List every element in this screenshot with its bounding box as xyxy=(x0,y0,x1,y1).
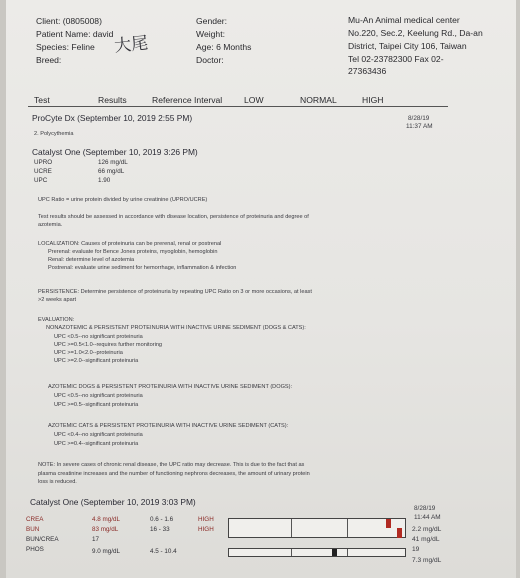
patient-name: Patient Name: david xyxy=(36,29,114,39)
buncrea-value: 17 xyxy=(92,536,100,543)
bun-name: BUN xyxy=(26,526,40,533)
persistence-line-2: >2 weeks apart xyxy=(38,297,77,303)
header-rule xyxy=(28,106,448,107)
col-normal: NORMAL xyxy=(300,95,337,105)
procyte-time: 11:37 AM xyxy=(406,123,433,130)
catalyst2-title: Catalyst One (September 10, 2019 3:03 PM) xyxy=(30,497,196,507)
azotemic-cats-1: UPC <0.4--no significant proteinuria xyxy=(54,432,143,438)
bun-flag: HIGH xyxy=(198,526,214,533)
col-test: Test xyxy=(34,95,50,105)
localization-prerenal: Prerenal: evaluate for Bence Jones proteins, myoglobin, hemoglobin xyxy=(48,249,218,255)
low-normal-divider xyxy=(291,549,292,556)
age: Age: 6 Months xyxy=(196,42,252,52)
note-line-1: NOTE: In severe cases of chronic renal disease, the UPC ratio may decrease. This is due to the fact that as xyxy=(38,462,305,468)
localization-renal: Renal: determine level of azotemia xyxy=(48,257,135,263)
bun-ref: 16 - 33 xyxy=(150,526,170,533)
nonazotemic-4: UPC >=2.0--significant proteinuria xyxy=(54,358,139,364)
azotemic-cats-2: UPC >=0.4--significant proteinuria xyxy=(54,441,139,447)
nonazotemic-3: UPC >=1.0<2.0--proteinuria xyxy=(54,350,123,356)
phos-range-bar xyxy=(228,548,406,557)
weight: Weight: xyxy=(196,29,225,39)
handwritten-name: 大尾 xyxy=(113,33,150,57)
col-reference: Reference Interval xyxy=(152,95,223,105)
persistence-line-1: PERSISTENCE: Determine persistence of proteinuria by repeating UPC Ratio on 3 or more occasions, at least xyxy=(38,289,312,295)
nonazotemic-2: UPC >=0.5<1.0--requires further monitoring xyxy=(54,342,163,348)
upc-name: UPC xyxy=(34,177,48,184)
assess-line-1: Test results should be assessed in accordance with disease location, persistence of proteinuria and degree of xyxy=(38,214,309,220)
clinic-name: Mu-An Animal medical center xyxy=(348,15,460,25)
upro-value: 126 mg/dL xyxy=(98,159,128,166)
phos-value: 9.0 mg/dL xyxy=(92,548,121,555)
lab-report-sheet xyxy=(6,0,516,578)
crea-value: 4.8 mg/dL xyxy=(92,516,121,523)
nonazotemic-title: NONAZOTEMIC & PERSISTENT PROTEINURIA WITH INACTIVE URINE SEDIMENT (DOGS & CATS): xyxy=(46,325,306,331)
clinic-address-1: No.220, Sec.2, Keelung Rd., Da-an xyxy=(348,28,483,38)
species: Species: Feline xyxy=(36,42,95,52)
crea-ref: 0.6 - 1.6 xyxy=(150,516,174,523)
crea-flag: HIGH xyxy=(198,516,214,523)
normal-high-divider xyxy=(347,519,348,537)
phos-ref: 4.5 - 10.4 xyxy=(150,548,177,555)
azotemic-dogs-1: UPC <0.5--no significant proteinuria xyxy=(54,393,143,399)
procyte-date: 8/28/19 xyxy=(408,115,430,122)
catalyst1-title: Catalyst One (September 10, 2019 3:26 PM) xyxy=(32,147,198,157)
procyte-note: 2. Polycythemia xyxy=(34,131,74,137)
buncrea-name: BUN/CREA xyxy=(26,536,59,543)
catalyst2-time: 11:44 AM xyxy=(414,514,441,521)
phos-prev: 7.3 mg/dL xyxy=(412,557,442,564)
bun-value: 83 mg/dL xyxy=(92,526,119,533)
client-id: Client: (0805008) xyxy=(36,16,102,26)
crea-prev: 2.2 mg/dL xyxy=(412,526,442,533)
catalyst2-date: 8/28/19 xyxy=(414,505,436,512)
crea-bun-range-bar xyxy=(228,518,406,538)
breed: Breed: xyxy=(36,55,62,65)
clinic-fax: 27363436 xyxy=(348,66,387,76)
upc-ratio-note: UPC Ratio = urine protein divided by urine creatinine (UPRO/UCRE) xyxy=(38,197,208,203)
note-line-3: loss is reduced. xyxy=(38,479,77,485)
bun-marker xyxy=(397,528,402,538)
col-low: LOW xyxy=(244,95,264,105)
assess-line-2: azotemia. xyxy=(38,222,63,228)
evaluation-title: EVALUATION: xyxy=(38,317,75,323)
normal-high-divider xyxy=(347,549,348,556)
gender: Gender: xyxy=(196,16,228,26)
azotemic-cats-title: AZOTEMIC CATS & PERSISTENT PROTEINURIA WITH INACTIVE URINE SEDIMENT (CATS): xyxy=(48,423,289,429)
crea-marker xyxy=(386,519,391,528)
buncrea-prev: 19 xyxy=(412,546,420,553)
azotemic-dogs-title: AZOTEMIC DOGS & PERSISTENT PROTEINURIA WITH INACTIVE URINE SEDIMENT (DOGS): xyxy=(48,384,293,390)
low-normal-divider xyxy=(291,519,292,537)
procyte-title: ProCyte Dx (September 10, 2019 2:55 PM) xyxy=(32,113,193,123)
localization-title: LOCALIZATION: Causes of proteinuria can be prerenal, renal or postrenal xyxy=(38,241,222,247)
ucre-value: 66 mg/dL xyxy=(98,168,125,175)
clinic-phone: Tel 02-23782300 Fax 02- xyxy=(348,54,444,64)
localization-postrenal: Postrenal: evaluate urine sediment for hemorrhage, inflammation & infection xyxy=(48,265,237,271)
crea-name: CREA xyxy=(26,516,44,523)
nonazotemic-1: UPC <0.5--no significant proteinuria xyxy=(54,334,143,340)
col-results: Results xyxy=(98,95,127,105)
doctor: Doctor: xyxy=(196,55,224,65)
upc-value: 1.90 xyxy=(98,177,111,184)
clinic-address-2: District, Taipei City 106, Taiwan xyxy=(348,41,467,51)
bun-prev: 41 mg/dL xyxy=(412,536,440,543)
col-high: HIGH xyxy=(362,95,384,105)
phos-name: PHOS xyxy=(26,546,44,553)
ucre-name: UCRE xyxy=(34,168,52,175)
note-line-2: plasma creatinine increases and the number of functioning nephrons decreases, the amount of urinary protein xyxy=(38,471,310,477)
upro-name: UPRO xyxy=(34,159,53,166)
phos-marker xyxy=(332,549,337,556)
azotemic-dogs-2: UPC >=0.5--significant proteinuria xyxy=(54,402,139,408)
